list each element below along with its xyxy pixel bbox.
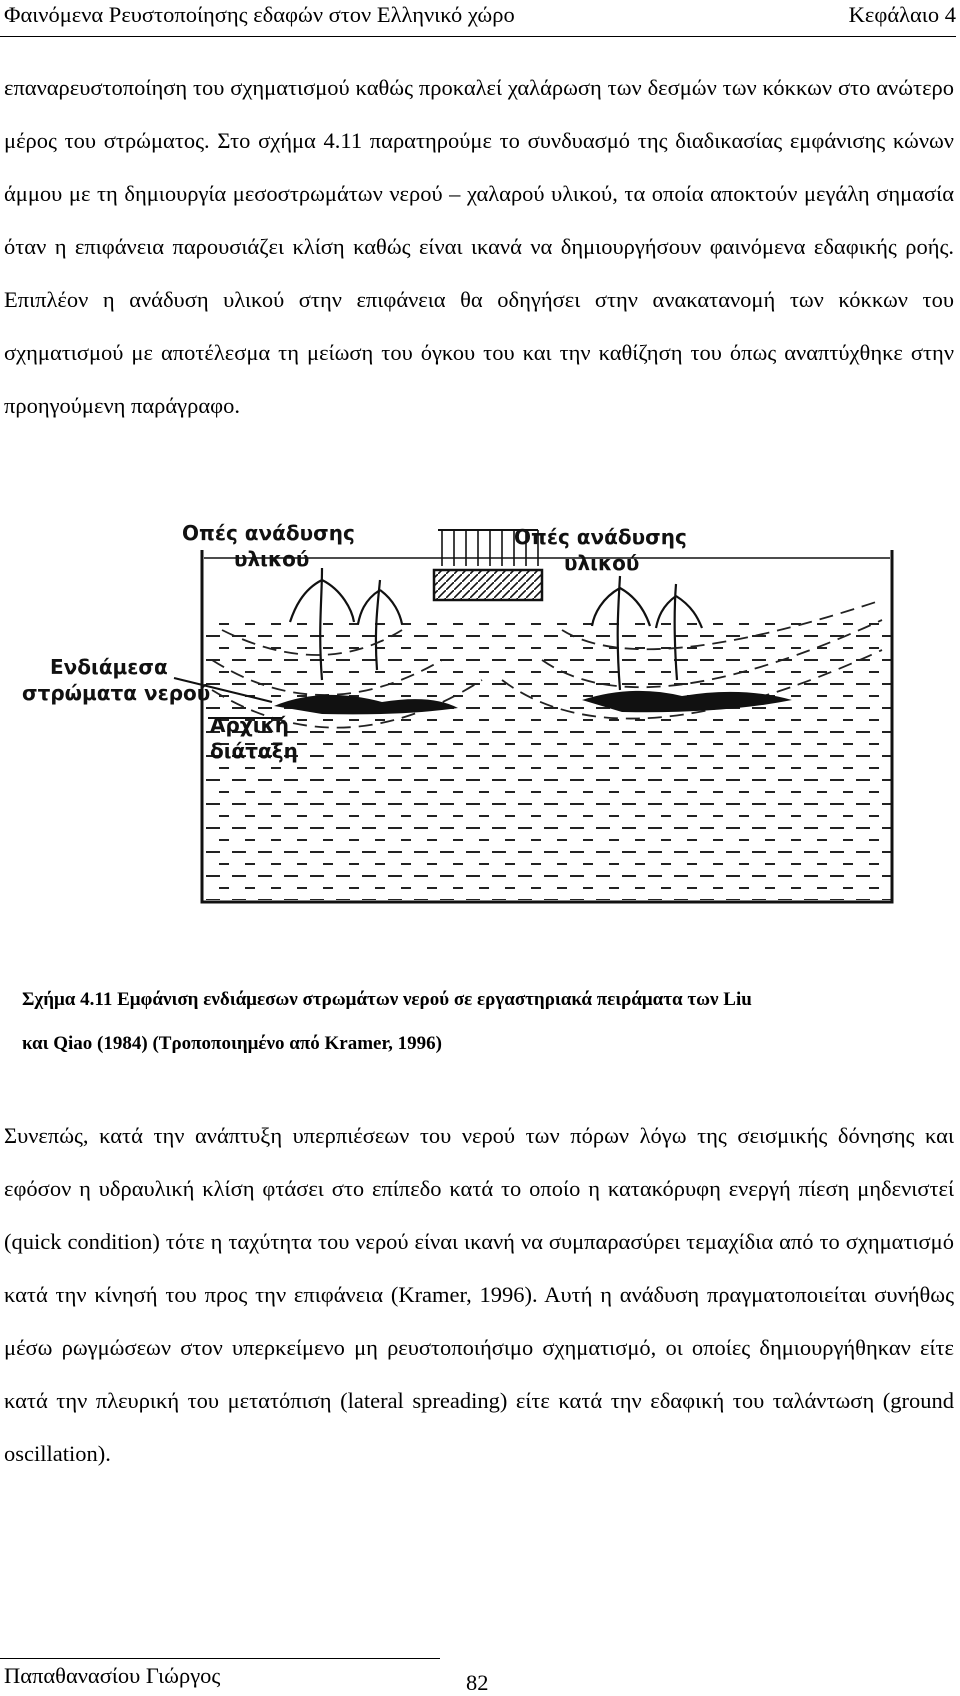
figure-caption <box>22 978 932 1066</box>
body-paragraph-1: επαναρευστοποίηση του σχηματισμού καθώς προκαλεί χαλάρωση των δεσμών των κόκκων στο ανώτερο μέρος του στρώματος. Στο σχήμα 4.11 παρατηρούμε το συνδυασμό της διαδικασίας εμφάνισης κώνων άμμου με τη δημιουργία μεσοστρωμάτων νερού – χαλαρού υλικού, τα οποία αποκτούν μεγάλη σημασία όταν η επιφάνεια παρουσιάζει κλίση καθώς είναι ικανά να δημιουργήσουν φαινόμενα εδαφικής ροής. Επιπλέον η ανάδυση υλικού στην επιφάνεια θα οδηγήσει στην ανακατανομή των κόκκων του σχηματισμού με αποτέλεσμα τη μείωση του όγκου του και την καθίζηση του όπως αναπτύχθηκε στην προηγούμενη παράγραφο. <box>4 75 954 418</box>
label-water-layers-1: Ενδιάμεσα <box>50 655 168 679</box>
page-header <box>0 0 956 37</box>
label-vent-right-1: Οπές ανάδυσης <box>514 525 687 549</box>
page-number: 82 <box>466 1670 489 1695</box>
figure-4-11 <box>22 510 930 940</box>
label-vent-left-2: υλικού <box>234 547 310 571</box>
sand-boil-diagram <box>22 510 930 940</box>
label-vent-left-1: Οπές ανάδυσης <box>182 521 355 545</box>
label-initial-1: Αρχική <box>210 713 289 737</box>
soil-body <box>202 618 892 900</box>
header-chapter: Κεφάλαιο 4 <box>848 2 956 27</box>
caption-line-2: και Qiao (1984) (Τροποποιημένο από Kramer, 1996) <box>22 1033 443 1054</box>
header-title: Φαινόμενα Ρευστοποίησης εδαφών στον Ελληνικό χώρο <box>4 2 515 27</box>
footer-rule <box>0 1658 440 1659</box>
caption-line-1: Σχήμα 4.11 Εμφάνιση ενδιάμεσων στρωμάτων νερού σε εργαστηριακά πειράματα των Liu <box>22 989 752 1010</box>
footer-author: Παπαθανασίου Γιώργος <box>4 1663 221 1688</box>
label-water-layers-2: στρώματα νερού <box>22 681 211 705</box>
label-initial-2: διάταξη <box>210 739 298 763</box>
label-vent-right-2: υλικού <box>564 551 640 575</box>
load-plate <box>434 570 542 600</box>
body-paragraph-2: Συνεπώς, κατά την ανάπτυξη υπερπιέσεων του νερού των πόρων λόγω της σεισμικής δόνησης και εφόσον η υδραυλική κλίση φτάσει στο επίπεδο κατά το οποίο η κατακόρυφη ενεργή πίεση μηδενιστεί (quick condition) τότε η ταχύτητα του νερού είναι ικανή να συμπαρασύρει τεμαχίδια από το σχηματισμό κατά την κίνησή του προς την επιφάνεια (Kramer, 1996). Αυτή η ανάδυση πραγματοποιείται συνήθως μέσω ρωγμώσεων στον υπερκείμενο μη ρευστοποιήσιμο σχηματισμό, οι οποίες δημιουργήθηκαν είτε κατά την πλευρική του μετατόπιση (lateral spreading) είτε κατά την εδαφική του ταλάντωση (ground oscillation). <box>4 1123 954 1466</box>
